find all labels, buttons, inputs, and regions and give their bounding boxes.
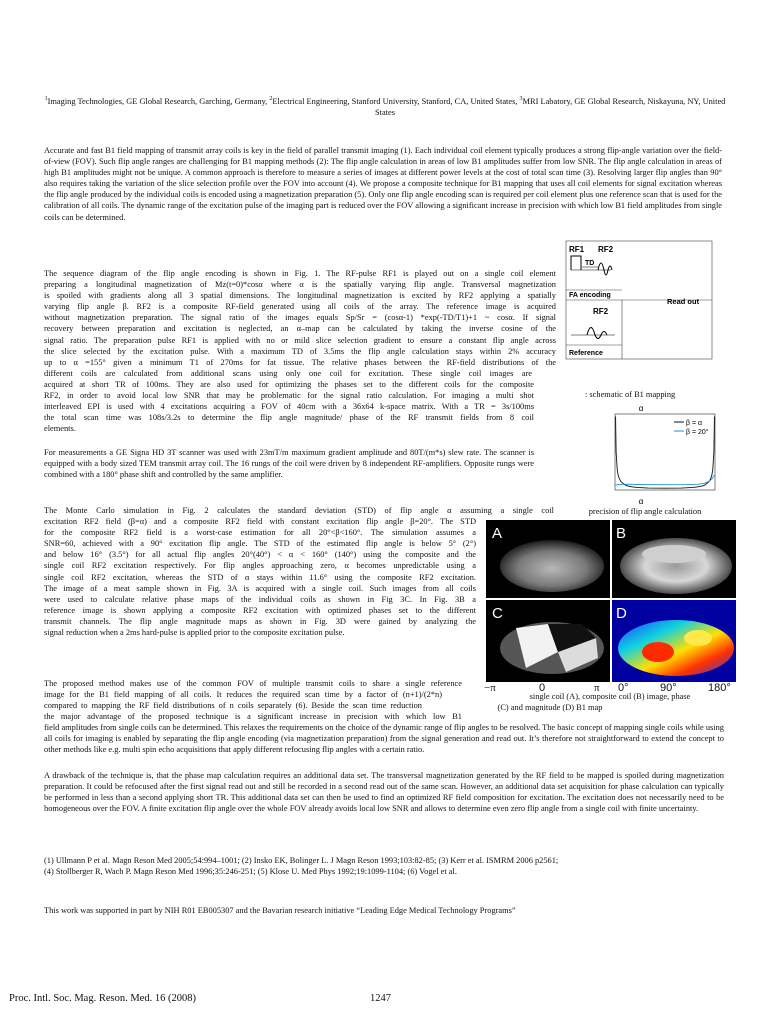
results-line: were used to calculate relative phase maps of the individual coils as shown in Fig 3C. In Fig. 3B a <box>44 594 476 604</box>
methods-line: acquired at short TR of 100ms. They are also used for optimizing the phases set to the different coils for the composite <box>44 379 534 389</box>
tick-minus-pi: −π <box>484 682 496 694</box>
methods-line: interleaved EPI is used with 4 excitations acquiring a FOV of 40cm with a 36x64 k-space matrix. With a TR = 3s/100ms <box>44 402 534 412</box>
results-line: The image of a meat sample shown in Fig. 3A is acquired with a single coil. Such images from all coils <box>44 583 476 593</box>
discussion-paragraph-1-rest: field amplitudes from single coils can be determined. This relaxes the requirements on the choice of the dynamic range of flip angles to be resolved. The basic concept of mapping single coils while using all coils for imaging is enabled by separating the flip angle encoding (via magnetization preparation) from the signal generation and read out. It’s therefore not straightforward to extend the concept to other methods like e.g. multi spin echo acquisitions that apply different refocusing flip angles with a certain ratio. <box>44 723 724 755</box>
precision-chart-svg <box>570 402 718 512</box>
tick-zero: 0 <box>539 682 546 694</box>
figure-3-image-grid <box>486 520 736 682</box>
panel-d-label: D <box>616 605 627 622</box>
tick-0-deg: 0° <box>618 682 629 694</box>
legend-label-20: β = 20° <box>686 429 709 436</box>
acknowledgement: This work was supported in part by NIH R01 EB005307 and the Bavarian research initiative “Leading Edge Medical Technology Programs” <box>44 906 516 915</box>
results-line: and below 16° (3.5°) for all actual flip angles 20°(40°) < α < 160° (140°) using the composite and the <box>44 550 476 560</box>
fig1-reference-label: Reference <box>569 350 603 357</box>
methods-line: different coils are calculated from additional scans using only one coil for excitation. These single coil images are <box>44 368 532 378</box>
discussion-line: image for the B1 field mapping of all coils. It reduces the required scan time by a factor of (n+1)/(2*n) <box>44 690 442 700</box>
discussion-paragraph-2: A drawback of the technique is, that the phase map calculation requires an additional data set. The transversal magnetization generated by the RF field to be mapped is spoiled during magnetization preparation. It could be refocused after the first signal read out and still be recorded in a second read out of the same scan. However, an additional data set acquisition for phase calculation can typically be performed in less than a second applying short TR. This additional data set can then be used to find an optimized RF field composition for excitation. The excitation does not necessarily need to be homogeneous over the FOV. A finite excitation flip angle over the whole FOV already avoids local low SNR and allows to determine even zero flip angle from a single coil with finite uncertainty. <box>44 771 724 814</box>
panel-a-label: A <box>492 525 503 542</box>
sequence-diagram-svg <box>565 240 713 360</box>
methods-line: The sequence diagram of the flip angle encoding is shown in Fig. 1. The RF-pulse RF1 is played out on a single coil element <box>44 269 556 278</box>
results-line: single coil RF2 excitation respectively. For flip angles approaching zero, α becomes unpredictable using a <box>44 561 476 571</box>
reference-line-2: (4) Stollberger R, Wach P. Magn Reson Med 1996;35:246-251; (5) Klose U. Med Phys 1992;19:1099-1104; (6) Vogel et al. <box>44 867 457 877</box>
panel-b-label: B <box>616 525 627 542</box>
methods-paragraph-1 <box>44 268 556 434</box>
discussion-line: compared to mapping the RF field distributions of n coils separately (6). Beside the scan time reduction <box>44 701 422 711</box>
fig1-td-label: TD <box>585 260 595 267</box>
chart-top-alpha-label: α <box>638 404 644 413</box>
affiliations: $^1$Imaging Technologies, GE Global Research, Garching, Germany, $^2$Electrical Engineering, Stanford University, Stanford, CA, United States, $^3$MRI Labatory, GE Global Research, Niskayuna, NY, United States <box>44 96 726 117</box>
discussion-narrow-lines <box>44 678 462 722</box>
references <box>44 855 734 877</box>
legend-label-alpha: β = α <box>686 420 703 427</box>
methods-line: the total scan time was 108s/3.2s to determine the flip angle magnitude/ phase of the RF transmit fields from 8 coil <box>44 413 534 423</box>
tick-pi: π <box>594 682 600 694</box>
fig1-caption: : schematic of B1 mapping <box>585 390 676 399</box>
methods-line: preparing a longitudinal magnetization of Mz(t=0)*cosα where α is the spatially varying flip angle. Transversal magnetization <box>44 280 556 290</box>
fig1-rf2-top-label: RF2 <box>598 245 614 254</box>
fig1-readout-label: Read out <box>667 297 700 306</box>
discussion-line: the major advantage of the proposed technique is a significant increase in precision with which low B1 <box>44 712 462 722</box>
methods-line: up to α =155° given a minimum T1 of 270ms for fat tissue. The relative phases between the RF-field distributions of the <box>44 357 556 367</box>
results-line: signal reduction when a 2ms hard-pulse is applied prior to the composite excitation pulse. <box>44 628 345 638</box>
figure-2-precision-chart <box>570 402 718 512</box>
figure-1-sequence-diagram <box>565 240 713 360</box>
discussion-line: The proposed method makes use of the common FOV of multiple transmit coils to share a single reference <box>44 679 462 688</box>
fig2-caption: precision of flip angle calculation <box>588 507 702 516</box>
methods-line: the slice selected by the excitation pulse. With a maximum TD of 3.5ms the flip angle calculation stays within 2% accuracy <box>44 346 556 356</box>
footer-proceedings: Proc. Intl. Soc. Mag. Reson. Med. 16 (2008) <box>9 993 196 1004</box>
figure-3-svg <box>486 520 736 682</box>
fig1-rf2-bottom-label: RF2 <box>593 307 609 316</box>
reference-line-1: (1) Ullmann P et al. Magn Reson Med 2005;54:994–1001; (2) Insko EK, Bolinger L. J Magn Reson 1993;103:82-85; (3) Kerr et al. ISMRM 2006 p2561; <box>44 856 559 865</box>
results-line: SNR=60, achieved with a 90° excitation flip angle. The STD of the estimated flip angle is below 5° (2°) <box>44 539 476 549</box>
results-line: single coil RF2 excitation, whereas the STD of α stays within 11.6° using the composite RF2 excitation. <box>44 572 476 582</box>
methods-line: signal ratio. The preparation pulse RF1 is applied with no or mild slice selection gradient to ensure a constant flip angle across <box>44 335 556 345</box>
methods-line: without magnetization preparation. The signal ratio of the images equals Sp/Sr = (cosα-1) *exp(-TD/T1)+1 ~ cosα. If signal <box>44 313 556 323</box>
methods-line: varying flip angle β. RF2 is a composite RF-field generated using all coils of the array. The reference image is acquired <box>44 302 556 312</box>
results-line: transmit channels. The flip angle magnitude maps as shown in Fig. 3D were gained by analyzing the <box>44 616 476 626</box>
results-line: reference image is shown applying a composite RF2 excitation with optimized phases set to the different <box>44 605 476 615</box>
tick-180-deg: 180° <box>708 682 731 694</box>
footer-page-number: 1247 <box>370 993 391 1004</box>
tick-90-deg: 90° <box>660 682 677 694</box>
methods-line: RF2, in order to avoid local low SNR that may be problematic for the signal ratio calculation. For imaging a multi shot <box>44 391 534 401</box>
fig3-caption-line-1: single coil (A), composite coil (B) image, phase <box>529 692 691 701</box>
methods-line: is spoiled with gradients along all 3 spatial dimensions. The longitudinal magnetization is excited by RF2 applying a spatially <box>44 291 556 301</box>
results-line: The Monte Carlo simulation in Fig. 2 calculates the standard deviation (STD) of flip angle α assuming a single coil <box>44 506 554 515</box>
fig3-caption-line-2: (C) and magnitude (D) B1 map <box>497 703 603 712</box>
fig1-rf1-label: RF1 <box>569 245 585 254</box>
results-paragraph <box>44 505 554 638</box>
results-line: for the composite RF2 field is a worst-case estimation for all 20°<β<160°. The simulation assumes a <box>44 528 476 538</box>
methods-paragraph-2: For measurements a GE Signa HD 3T scanner was used with 23mT/m maximum gradient amplitude and 80T/(m*s) slew rate. The scanner is equipped with a body sized TEM transmit array coil. The 16 rungs of the coil were driven by 8 independent RF-amplifiers. Opposite rungs were combined with a 180° phase shift and controlled by the same amplifier. <box>44 448 534 480</box>
fig1-fa-encoding-label: FA encoding <box>569 292 611 299</box>
methods-line: elements. <box>44 424 76 434</box>
methods-line: recovery between preparation and excitation is neglected, an α–map can be calculated by taking the inverse cosine of the <box>44 324 556 334</box>
results-line: excitation RF2 field (β=α) and a composite RF2 field with constant excitation flip angle β=20°. The STD <box>44 517 476 527</box>
chart-x-label: α <box>638 497 644 506</box>
panel-c-label: C <box>492 605 503 622</box>
intro-paragraph: Accurate and fast B1 field mapping of transmit array coils is key in the field of parallel transmit imaging (1). Each individual coil element typically produces a strong flip-angle variation over the field-of-view (FOV). Such flip angle ranges are challenging for B1 mapping methods (2): The flip angle calculation in areas of low B1 amplitudes suffer from low SNR. The flip angle calculation in areas of high B1 amplitudes might not be unique. A common approach is therefore to measure a series of images at different power levels at the cost of total scan time (3). Resolving larger flip angles than 90° also requires taking the variation of the slice selection profile over the FOV into account (4). We propose a composite technique for B1 mapping that uses all coil elements for signal excitation whereas the flip angle produced by the individual coils is encoded using a magnetization preparation (5). Only one flip angle encoding scan is required per coil element plus one reference scan that is used for the calibration of all coils. The dynamic range of the excitation pulse of the imaging part is reduced over the FOV allowing a significant increase in precision with which low B1 field amplitudes from single coils can be determined. <box>44 146 722 222</box>
